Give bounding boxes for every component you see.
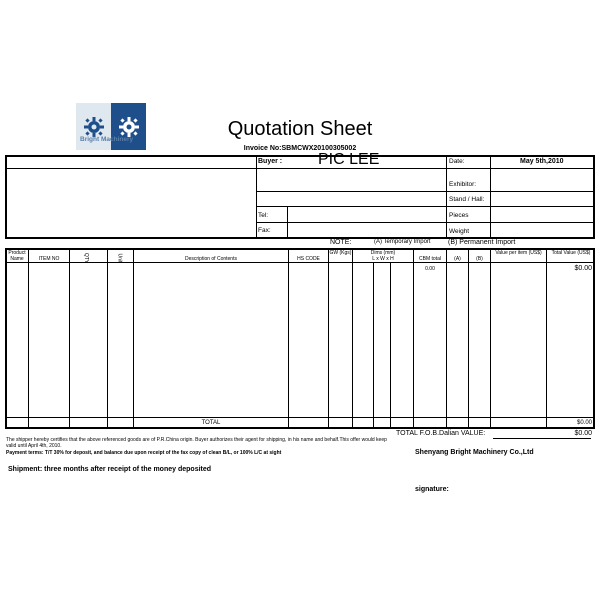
col-sep [490,248,491,429]
col-sep [107,248,108,429]
date-value: May 5th,2010 [520,158,564,165]
col-sep [546,248,547,429]
logo-text: Bright Machinery [80,136,134,143]
table-header-divider [5,262,595,263]
note-temporary: (A) Temporary Import [374,239,431,245]
total-row-divider [5,417,595,418]
col-sep [413,248,414,429]
col-sep [28,248,29,429]
divider [256,206,595,207]
invoice-number: Invoice No:SBMCWX20100305002 [243,145,357,152]
signature-label: signature: [415,486,449,493]
exhibitor-label: Exhibitor: [449,181,477,188]
col-header-unit: Unit [116,253,123,263]
fax-label: Fax: [258,227,271,234]
tel-label: Tel: [258,212,269,219]
col-header-dims: Dims (mm) [370,250,396,256]
cbm-value: 0.00 [425,266,435,272]
total-label: TOTAL [201,420,221,426]
col-header-dims-sub: L x W x H [372,256,394,262]
col-sep [390,262,391,429]
col-sep [69,248,70,429]
weight-label: Weight [449,228,470,235]
total-value-row: $0.00 [574,265,592,272]
note-permanent: (B) Permanent Import [448,239,516,246]
shipment-terms: Shipment: three months after receipt of the money deposited [8,466,212,473]
divider [287,206,288,239]
fob-underline [493,438,591,439]
col-sep [328,248,329,429]
col-header-a: (A) [454,256,461,262]
col-sep [133,248,134,429]
divider [5,168,595,169]
col-sep [446,248,447,429]
col-header-description: Description of Contents [185,256,237,262]
header-mark: PIC LEE [318,151,380,168]
certification-text: The shipper hereby certifies that the above referenced goods are of P.R.China origin. Buyer authorizes their agent for shipping, in his name and behalf.This offer would keep valid until April 4th, 2010. [6,437,387,449]
page-title: Quotation Sheet [227,118,373,140]
col-header-hs-code: HS CODE [297,256,320,262]
col-header-gw: GW (Kgs) [329,250,352,256]
company-name: Shenyang Bright Machinery Co.,Ltd [415,449,534,456]
buyer-label: Buyer : [258,158,283,165]
col-header-product-name: Product Name [8,250,26,262]
col-header-total-value: Total Value (US$) [551,250,591,256]
payment-terms: Payment terms: T/T 30% for deposit, and balance due upon receipt of the fax copy of clean B/L, or 100% L/C at sight [6,450,282,456]
fob-value: $0.00 [574,430,592,437]
col-header-item-no: ITEM NO [38,256,60,262]
col-sep [352,248,353,429]
col-header-value-per-item: Value per item (US$) [495,250,542,256]
items-table [5,248,595,429]
total-sum: $0.00 [576,420,592,426]
note-label: NOTE: [330,239,352,246]
col-header-cbm: CBM total [419,256,441,262]
col-header-b: (B) [476,256,483,262]
col-sep [288,248,289,429]
stand-hall-label: Stand / Hall: [449,196,485,203]
col-sep [373,262,374,429]
fob-label: TOTAL F.O.B.Dalian VALUE: [396,430,486,437]
divider [256,222,595,223]
pieces-label: Pieces [449,212,469,219]
divider [256,191,595,192]
date-label: Date: [449,158,465,165]
col-sep [468,248,469,429]
col-header-qty: QTY [83,252,90,264]
